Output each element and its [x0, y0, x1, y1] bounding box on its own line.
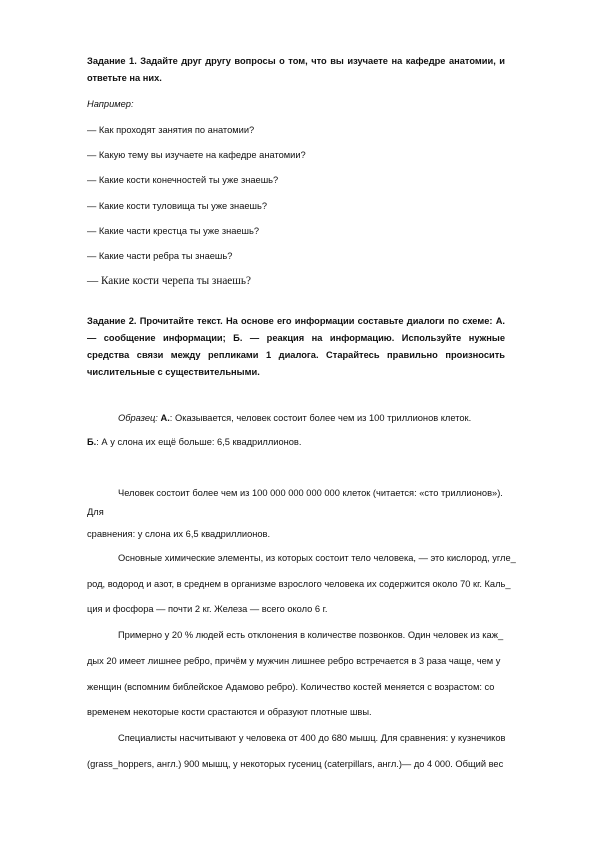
question-2: — Какую тему вы изучаете на кафедре анатомии? — [87, 150, 306, 160]
sample-a-text: : Оказывается, человек состоит более чем из 100 триллионов клеток. — [169, 413, 472, 423]
text-line-2: Для — [87, 507, 104, 517]
text-line-8: дых 20 имеет лишнее ребро, причём у мужчин лишнее ребро встречается в 3 раза чаще, чем у — [87, 656, 501, 666]
text-line-6: ция и фосфора — почти 2 кг. Железа — всего около 6 г. — [87, 604, 328, 614]
sample-a-label: А. — [160, 413, 170, 423]
text-line-5: род, водород и азот, в среднем в организме взрослого человека их содержится около 70 кг. Каль_ — [87, 579, 511, 589]
sample-line-b — [87, 437, 301, 448]
text-line-7: Примерно у 20 % людей есть отклонения в количестве позвонков. Один человек из каж_ — [118, 630, 504, 640]
question-7: — Какие кости черепа ты знаешь? — [87, 275, 251, 287]
example-label: Например: — [87, 99, 134, 109]
text-line-12: (grass_hoppers, англ.) 900 мышц, у некоторых гусениц (caterpillars, англ.)— до 4 000. Общий вес — [87, 759, 504, 769]
sample-b-text: : А у слона их ещё больше: 6,5 квадриллионов. — [96, 437, 302, 447]
question-4: — Какие кости туловища ты уже знаешь? — [87, 201, 268, 211]
text-line-4: Основные химические элементы, из которых состоит тело человека, — это кислород, угле_ — [118, 553, 516, 563]
question-6: — Какие части ребра ты знаешь? — [87, 251, 233, 261]
text-line-9: женщин (вспомним библейское Адамово ребро). Количество костей меняется с возрастом: со — [87, 682, 495, 692]
question-3: — Какие кости конечностей ты уже знаешь? — [87, 175, 279, 185]
sample-label: Образец: — [118, 413, 158, 423]
text-line-1: Человек состоит более чем из 100 000 000 000 000 клеток (читается: «сто триллионов»). — [118, 488, 503, 498]
sample-line-a — [118, 413, 471, 424]
sample-b-label: Б. — [87, 437, 97, 447]
text-line-10: временем некоторые кости срастаются и образуют плотные швы. — [87, 707, 372, 717]
text-line-11: Специалисты насчитывают у человека от 400 до 680 мышц. Для сравнения: у кузнечиков — [118, 733, 506, 743]
task2-heading: Задание 2. Прочитайте текст. На основе его информации составьте диалоги по схеме: А. — сообщение информации; Б. — реакция на информацию. Используйте нужные средства связи между репликами 1 диалога. Старайтесь правильно произносить числительные с существительными. — [87, 316, 505, 377]
question-1: — Как проходят занятия по анатомии? — [87, 125, 255, 135]
task1-heading: Задание 1. Задайте друг другу вопросы о том, что вы изучаете на кафедре анатомии, и ответьте на них. — [87, 56, 505, 83]
text-line-3: сравнения: у слона их 6,5 квадриллионов. — [87, 529, 271, 539]
question-5: — Какие части крестца ты уже знаешь? — [87, 226, 260, 236]
